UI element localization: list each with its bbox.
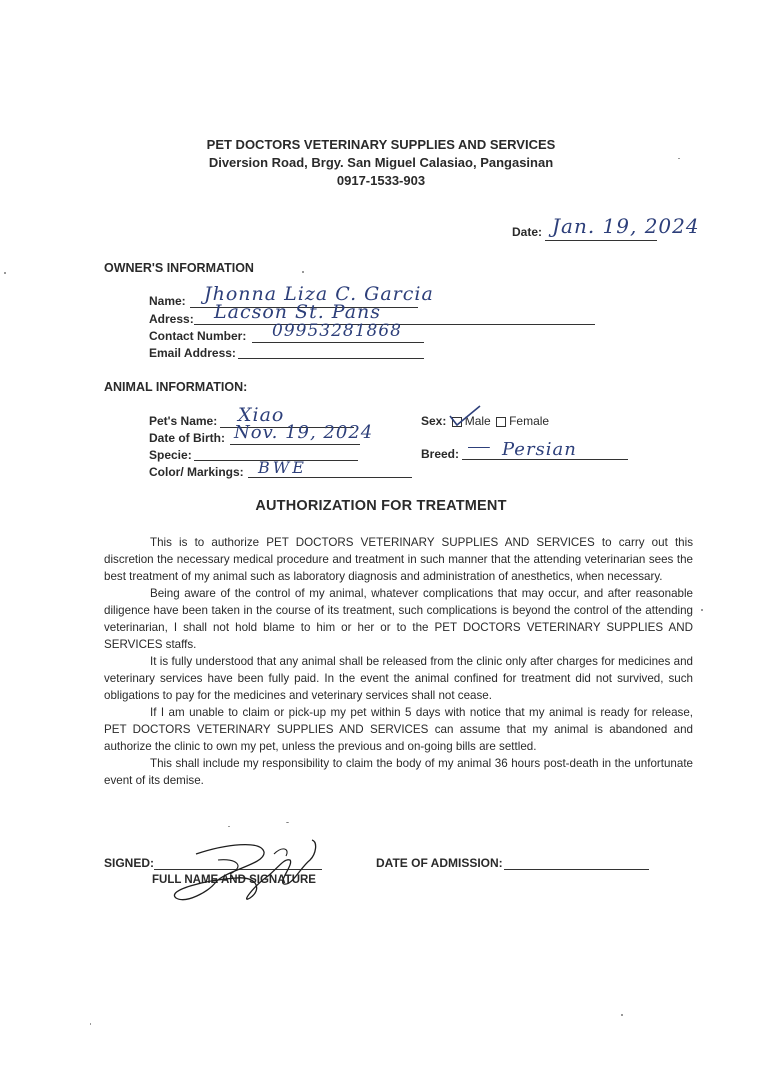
authorization-title: AUTHORIZATION FOR TREATMENT (255, 498, 507, 514)
scan-speck (4, 272, 6, 274)
authorization-paragraph: It is fully understood that any animal shall be released from the clinic only after charges for medicines and veterinary services have been fully paid. In the event the animal confined for treatment did not survived, such obligations to pay for the medicines and veterinary services shall not cease. (104, 655, 693, 702)
authorization-paragraph: This shall include my responsibility to claim the body of my animal 36 hours post-death in the unfortunate event of its demise. (104, 757, 693, 787)
dob-value: Nov. 19, 2024 (234, 422, 374, 443)
owner-email-line (238, 358, 424, 359)
scan-speck (228, 826, 230, 827)
sex-field (421, 414, 549, 428)
date-value: Jan. 19, 2024 (552, 214, 700, 238)
pet-name-value: Xiao (238, 404, 285, 426)
pet-name-label: Pet's Name: (149, 414, 218, 428)
female-checkbox[interactable] (496, 417, 506, 427)
scan-speck (701, 609, 703, 611)
dob-line (230, 444, 360, 445)
signed-label: SIGNED: (104, 856, 155, 870)
sex-label: Sex: (421, 414, 447, 428)
owner-contact-label: Contact Number: (149, 329, 247, 343)
owner-name-value: Jhonna Liza C. Garcia (204, 283, 434, 305)
male-check-mark-icon (448, 404, 482, 430)
authorization-paragraph: Being aware of the control of my animal, whatever complications that may occur, and after reasonable diligence have been taken in the course of its treatment, such complications is beyond the control of the attending veterinarian, I shall not hold blame to him or her or to the PET DOCTORS VETERINARY SUPPLIES AND SERVICES staffs. (104, 587, 693, 651)
date-label: Date: (512, 225, 543, 239)
specie-label: Specie: (149, 448, 192, 462)
owner-address-value: Lacson St. Pans (214, 301, 382, 323)
breed-label: Breed: (421, 447, 460, 461)
date-line (545, 240, 657, 241)
date-of-admission-label: DATE OF ADMISSION: (376, 856, 503, 870)
owner-contact-line (252, 342, 424, 343)
clinic-name: PET DOCTORS VETERINARY SUPPLIES AND SERVICES (206, 137, 556, 152)
owner-email-label: Email Address: (149, 346, 236, 360)
clinic-address: Diversion Road, Brgy. San Miguel Calasiao, Pangasinan (208, 155, 554, 170)
signature-caption: FULL NAME AND SIGNATURE (152, 874, 316, 886)
scan-speck (286, 822, 289, 823)
color-markings-line (248, 477, 412, 478)
male-option-label: Male (464, 414, 491, 428)
clinic-phone: 0917-1533-903 (336, 173, 426, 188)
color-markings-label: Color/ Markings: (149, 465, 244, 479)
scan-speck (90, 1023, 91, 1025)
owner-contact-value: 09953281868 (272, 321, 402, 341)
owner-name-label: Name: (149, 294, 186, 308)
scan-speck (678, 158, 680, 159)
breed-crossed-out-text (468, 440, 490, 456)
breed-value: Persian (502, 439, 577, 460)
female-option-label: Female (509, 414, 550, 428)
signature-scribble-icon (166, 830, 326, 910)
scan-speck (621, 1014, 623, 1016)
color-markings-value: BWE (258, 458, 307, 477)
date-of-admission-line (504, 869, 649, 870)
authorization-body (104, 534, 693, 789)
authorization-paragraph: This is to authorize PET DOCTORS VETERINARY SUPPLIES AND SERVICES to carry out this discretion the necessary medical procedure and treatment in such manner that the attending veterinarian sees the best treatment of my animal such as laboratory diagnosis and administration of anesthetics, when necessary. (104, 536, 693, 583)
dob-label: Date of Birth: (149, 431, 225, 445)
owner-section-title: OWNER'S INFORMATION (104, 261, 254, 275)
owner-address-label: Adress: (149, 312, 194, 326)
authorization-paragraph: If I am unable to claim or pick-up my pet within 5 days with notice that my animal is ready for release, PET DOCTORS VETERINARY SUPPLIES AND SERVICES can assume that my animal is abandoned and authorize the clinic to own my pet, unless the previous and on-going bills are settled. (104, 706, 693, 753)
animal-section-title: ANIMAL INFORMATION: (104, 380, 248, 394)
scan-speck (302, 271, 304, 273)
